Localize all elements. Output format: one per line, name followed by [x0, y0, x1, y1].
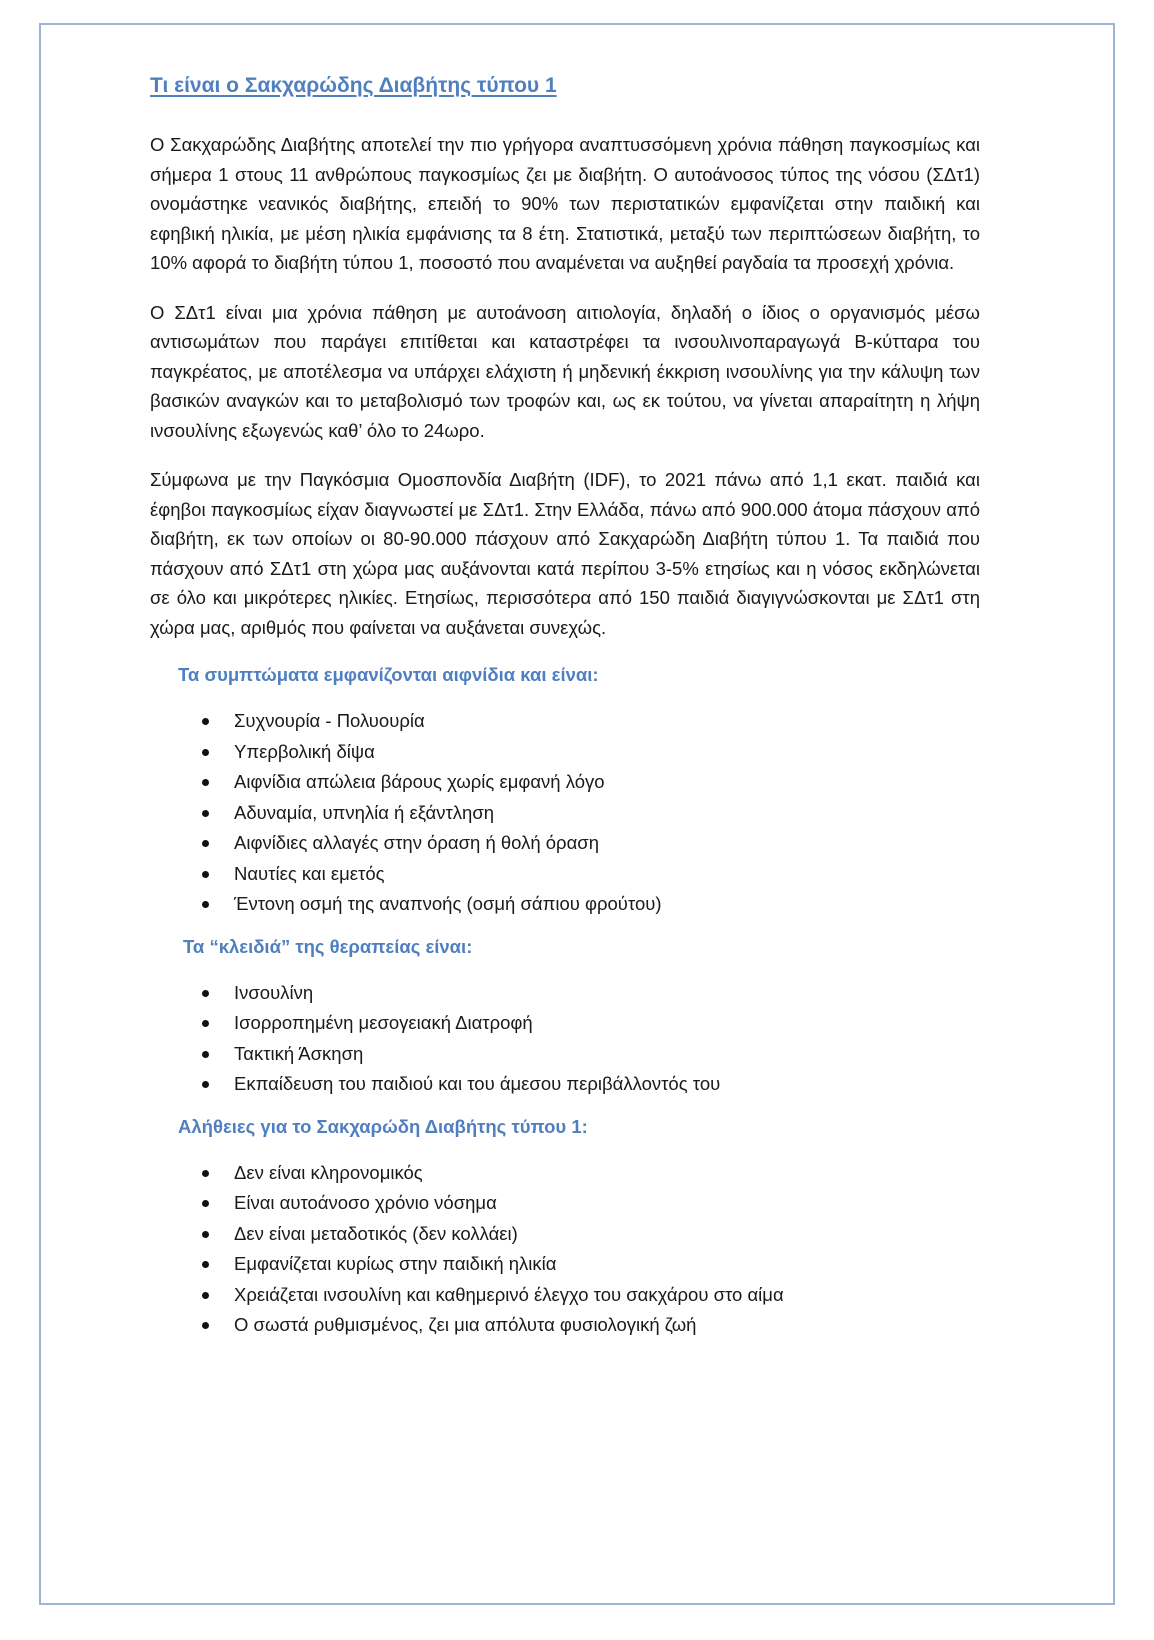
- list-item: [202, 1310, 980, 1341]
- list-item-text: Ο σωστά ρυθμισμένος, ζει μια απόλυτα φυσιολογική ζωή: [234, 1314, 697, 1335]
- bullet-icon: [202, 1081, 209, 1088]
- bullet-icon: [202, 810, 209, 817]
- list-item-text: Είναι αυτοάνοσο χρόνιο νόσημα: [234, 1192, 497, 1213]
- list-item-text: Εμφανίζεται κυρίως στην παιδική ηλικία: [234, 1253, 557, 1274]
- list-item-text: Συχνουρία - Πολυουρία: [234, 710, 425, 731]
- etiology-paragraph: Ο ΣΔτ1 είναι μια χρόνια πάθηση με αυτοάνοση αιτιολογία, δηλαδή ο ίδιος ο οργανισμός μέσω αντισωμάτων που παράγει επιτίθεται και καταστρέφει τα ινσουλινοπαραγωγά Β-κύτταρα του παγκρέατος, με αποτέλεσμα να υπάρχει ελάχιστη ή μηδενική έκκριση ινσουλίνης για την κάλυψη των βασικών αναγκών και το μεταβολισμό των τροφών και, ως εκ τούτου, να γίνεται απαραίτητη η λήψη ινσουλίνης εξωγενώς καθ’ όλο το 24ωρο.: [150, 301, 980, 441]
- bullet-icon: [202, 990, 209, 997]
- intro-paragraph: Ο Σακχαρώδης Διαβήτης αποτελεί την πιο γρήγορα αναπτυσσόμενη χρόνια πάθηση παγκοσμίως και σήμερα 1 στους 11 ανθρώπους παγκοσμίως ζει με διαβήτη. Ο αυτοάνοσος τύπος της νόσου (ΣΔτ1) ονομάστηκε νεανικός διαβήτης, επειδή το 90% των περιστατικών εμφανίζεται στην παιδική και εφηβική ηλικία, με μέση ηλικία εμφάνισης τα 8 έτη. Στατιστικά, μεταξύ των περιπτώσεων διαβήτη, το 10% αφορά το διαβήτη τύπου 1, ποσοστό που αναμένεται να αυξηθεί ραγδαία τα προσεχή χρόνια.: [150, 134, 980, 273]
- facts-list: [150, 1158, 980, 1341]
- bullet-icon: [202, 840, 209, 847]
- treatment-heading: Τα “κλειδιά” της θεραπείας είναι:: [183, 935, 473, 957]
- bullet-icon: [202, 901, 209, 908]
- list-item-text: Τακτική Άσκηση: [234, 1042, 364, 1064]
- list-item: [202, 798, 980, 829]
- bullet-icon: [202, 1020, 209, 1027]
- list-item: [202, 978, 980, 1009]
- list-item: [202, 1158, 980, 1189]
- treatment-list: [150, 978, 980, 1100]
- bullet-icon: [202, 1200, 209, 1207]
- bullet-icon: [202, 779, 209, 786]
- list-item-text: Υπερβολική δίψα: [234, 740, 375, 762]
- list-item: [202, 1219, 980, 1250]
- list-item-text: Δεν είναι μεταδοτικός (δεν κολλάει): [234, 1222, 518, 1244]
- list-item-text: Ισορροπημένη μεσογειακή Διατροφή: [234, 1012, 533, 1033]
- list-item: [202, 859, 980, 890]
- page-title: Τι είναι ο Σακχαρώδης Διαβήτης τύπου 1: [150, 74, 557, 97]
- list-item: [202, 1039, 980, 1070]
- list-item: [202, 1249, 980, 1280]
- bullet-icon: [202, 871, 209, 878]
- bullet-icon: [202, 1292, 209, 1299]
- bullet-icon: [202, 749, 209, 756]
- list-item-text: Αδυναμία, υπνηλία ή εξάντληση: [234, 801, 495, 823]
- bullet-icon: [202, 1261, 209, 1268]
- symptoms-list: [150, 706, 980, 920]
- list-item: [202, 737, 980, 768]
- list-item: [202, 828, 980, 859]
- list-item-text: Δεν είναι κληρονομικός: [234, 1161, 423, 1183]
- bullet-icon: [202, 1322, 209, 1329]
- statistics-paragraph: Σύμφωνα με την Παγκόσμια Ομοσπονδία Διαβήτη (IDF), το 2021 πάνω από 1,1 εκατ. παιδιά και έφηβοι παγκοσμίως είχαν διαγνωστεί με ΣΔτ1. Στην Ελλάδα, πάνω από 900.000 άτομα πάσχουν από διαβήτη, εκ των οποίων οι 80-90.000 πάσχουν από Σακχαρώδη Διαβήτη τύπου 1. Τα παιδιά που πάσχουν από ΣΔτ1 στη χώρα μας αυξάνονται κατά περίπου 3-5% ετησίως και η νόσος εκδηλώνεται σε όλο και μικρότερες ηλικίες. Ετησίως, περισσότερα από 150 παιδιά διαγιγνώσκονται με ΣΔτ1 στη χώρα μας, αριθμός που φαίνεται να αυξάνεται συνεχώς.: [150, 469, 980, 638]
- bullet-icon: [202, 1051, 209, 1058]
- list-item-text: Αιφνίδιες αλλαγές στην όραση ή θολή όραση: [234, 832, 599, 853]
- document-body: [150, 72, 980, 1355]
- list-item: [202, 889, 980, 920]
- list-item-text: Ινσουλίνη: [234, 981, 314, 1003]
- list-item-text: Ναυτίες και εμετός: [234, 862, 385, 884]
- facts-heading: Αλήθειες για το Σακχαρώδη Διαβήτης τύπου 1:: [178, 1115, 588, 1137]
- list-item: [202, 1008, 980, 1039]
- list-item: [202, 1188, 980, 1219]
- list-item-text: Χρειάζεται ινσουλίνη και καθημερινό έλεγχο του σακχάρου στο αίμα: [234, 1283, 784, 1305]
- list-item: [202, 1280, 980, 1311]
- symptoms-heading: Τα συμπτώματα εμφανίζονται αιφνίδια και είναι:: [178, 664, 599, 685]
- list-item: [202, 706, 980, 737]
- list-item: [202, 1069, 980, 1100]
- list-item-text: Αιφνίδια απώλεια βάρους χωρίς εμφανή λόγο: [234, 771, 605, 792]
- bullet-icon: [202, 1231, 209, 1238]
- list-item-text: Έντονη οσμή της αναπνοής (οσμή σάπιου φρούτου): [234, 893, 662, 914]
- list-item-text: Εκπαίδευση του παιδιού και του άμεσου περιβάλλοντός του: [234, 1073, 721, 1094]
- bullet-icon: [202, 718, 209, 725]
- list-item: [202, 767, 980, 798]
- bullet-icon: [202, 1170, 209, 1177]
